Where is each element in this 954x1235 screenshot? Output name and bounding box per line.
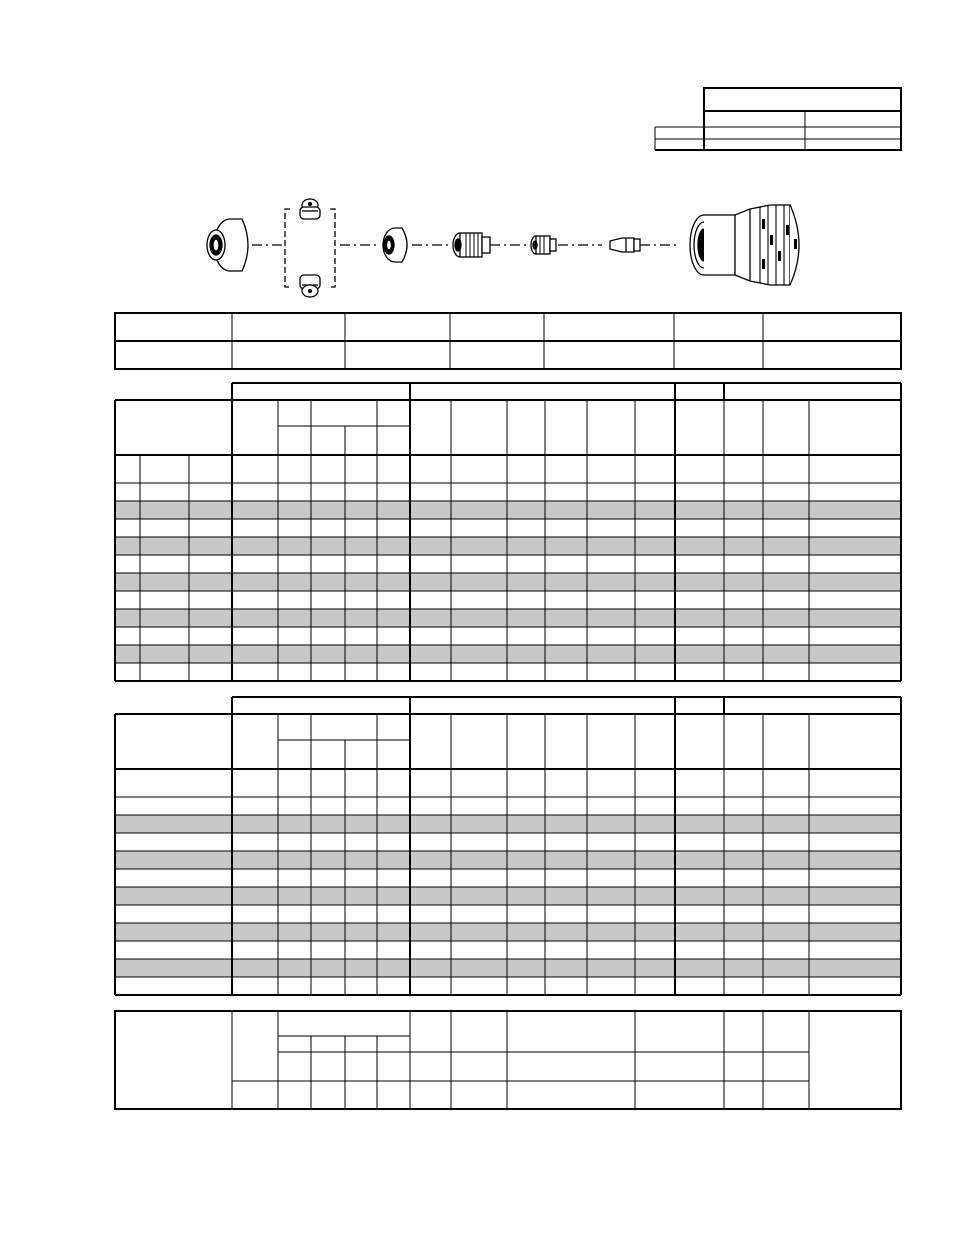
shield-alt-top [300,199,320,219]
shield-alt-bottom [300,275,320,297]
retaining-cap-part [383,228,407,262]
shield-part [207,219,248,271]
nozzle-part [531,236,556,254]
swirl-ring-part [453,233,490,257]
electrode-part [610,238,640,252]
torch-body-part [690,205,799,285]
consumables-exploded-diagram [190,195,830,305]
footnote-table-border [115,1011,901,1109]
header-table-border [704,88,901,150]
